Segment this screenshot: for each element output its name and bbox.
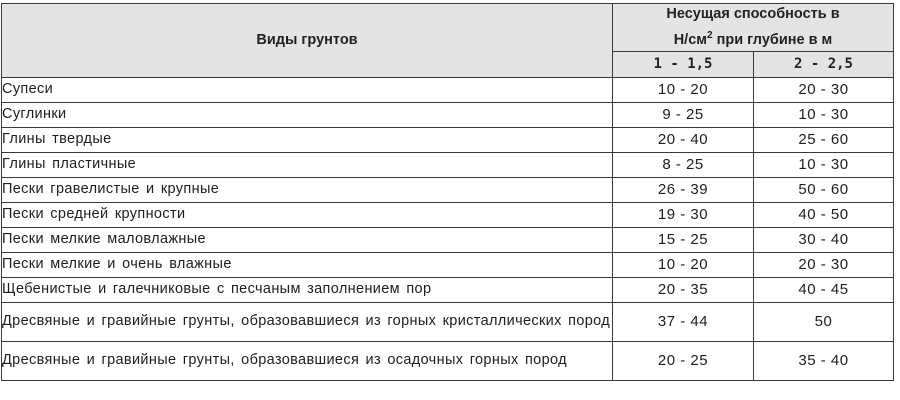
table-row <box>2 177 894 202</box>
capacity-depth-1-cell: 20 - 25 <box>613 341 754 380</box>
capacity-depth-2-cell: 40 - 45 <box>754 277 894 302</box>
capacity-depth-1-cell: 10 - 20 <box>613 252 754 277</box>
table-row <box>2 341 894 380</box>
capacity-depth-2-cell: 30 - 40 <box>754 227 894 252</box>
soil-name-cell: Дресвяные и гравийные грунты, образовавшиеся из горных кристаллических пород <box>2 302 613 341</box>
capacity-depth-2-cell: 50 <box>754 302 894 341</box>
capacity-depth-1-cell: 37 - 44 <box>613 302 754 341</box>
capacity-depth-2-cell: 20 - 30 <box>754 252 894 277</box>
capacity-depth-1-cell: 19 - 30 <box>613 202 754 227</box>
soil-name-cell: Суглинки <box>2 102 613 127</box>
soil-name-cell: Пески гравелистые и крупные <box>2 177 613 202</box>
soil-bearing-capacity-table <box>1 3 894 381</box>
header-capacity-unit-exponent: 2 <box>706 30 713 41</box>
header-soil-types: Виды грунтов <box>2 4 613 78</box>
header-bearing-capacity <box>613 4 894 52</box>
capacity-depth-2-cell: 25 - 60 <box>754 127 894 152</box>
capacity-depth-2-cell: 10 - 30 <box>754 152 894 177</box>
table-row <box>2 277 894 302</box>
soil-name-cell: Супеси <box>2 77 613 102</box>
table-row <box>2 227 894 252</box>
soil-name-cell: Глины твердые <box>2 127 613 152</box>
capacity-depth-1-cell: 9 - 25 <box>613 102 754 127</box>
soil-name-cell: Пески средней крупности <box>2 202 613 227</box>
soil-name-cell: Пески мелкие и очень влажные <box>2 252 613 277</box>
capacity-depth-2-cell: 20 - 30 <box>754 77 894 102</box>
header-depth-1: 1 - 1,5 <box>613 51 754 77</box>
table-row <box>2 77 894 102</box>
capacity-depth-1-cell: 26 - 39 <box>613 177 754 202</box>
soil-name-cell: Щебенистые и галечниковые с песчаным заполнением пор <box>2 277 613 302</box>
capacity-depth-2-cell: 40 - 50 <box>754 202 894 227</box>
header-capacity-unit: Н/см <box>673 31 707 48</box>
capacity-depth-1-cell: 15 - 25 <box>613 227 754 252</box>
header-capacity-depth-label: при глубине в м <box>712 31 833 48</box>
table-row <box>2 152 894 177</box>
table-row <box>2 127 894 152</box>
table-row <box>2 252 894 277</box>
capacity-depth-2-cell: 10 - 30 <box>754 102 894 127</box>
soil-name-cell: Глины пластичные <box>2 152 613 177</box>
table-row <box>2 102 894 127</box>
soil-name-cell: Дресвяные и гравийные грунты, образовавшиеся из осадочных горных пород <box>2 341 613 380</box>
capacity-depth-1-cell: 20 - 35 <box>613 277 754 302</box>
capacity-depth-1-cell: 10 - 20 <box>613 77 754 102</box>
table-row <box>2 302 894 341</box>
header-capacity-line1: Несущая способность в <box>666 6 840 22</box>
capacity-depth-1-cell: 20 - 40 <box>613 127 754 152</box>
table-row <box>2 202 894 227</box>
soil-name-cell: Пески мелкие маловлажные <box>2 227 613 252</box>
capacity-depth-2-cell: 35 - 40 <box>754 341 894 380</box>
header-depth-2: 2 - 2,5 <box>754 51 894 77</box>
capacity-depth-1-cell: 8 - 25 <box>613 152 754 177</box>
capacity-depth-2-cell: 50 - 60 <box>754 177 894 202</box>
